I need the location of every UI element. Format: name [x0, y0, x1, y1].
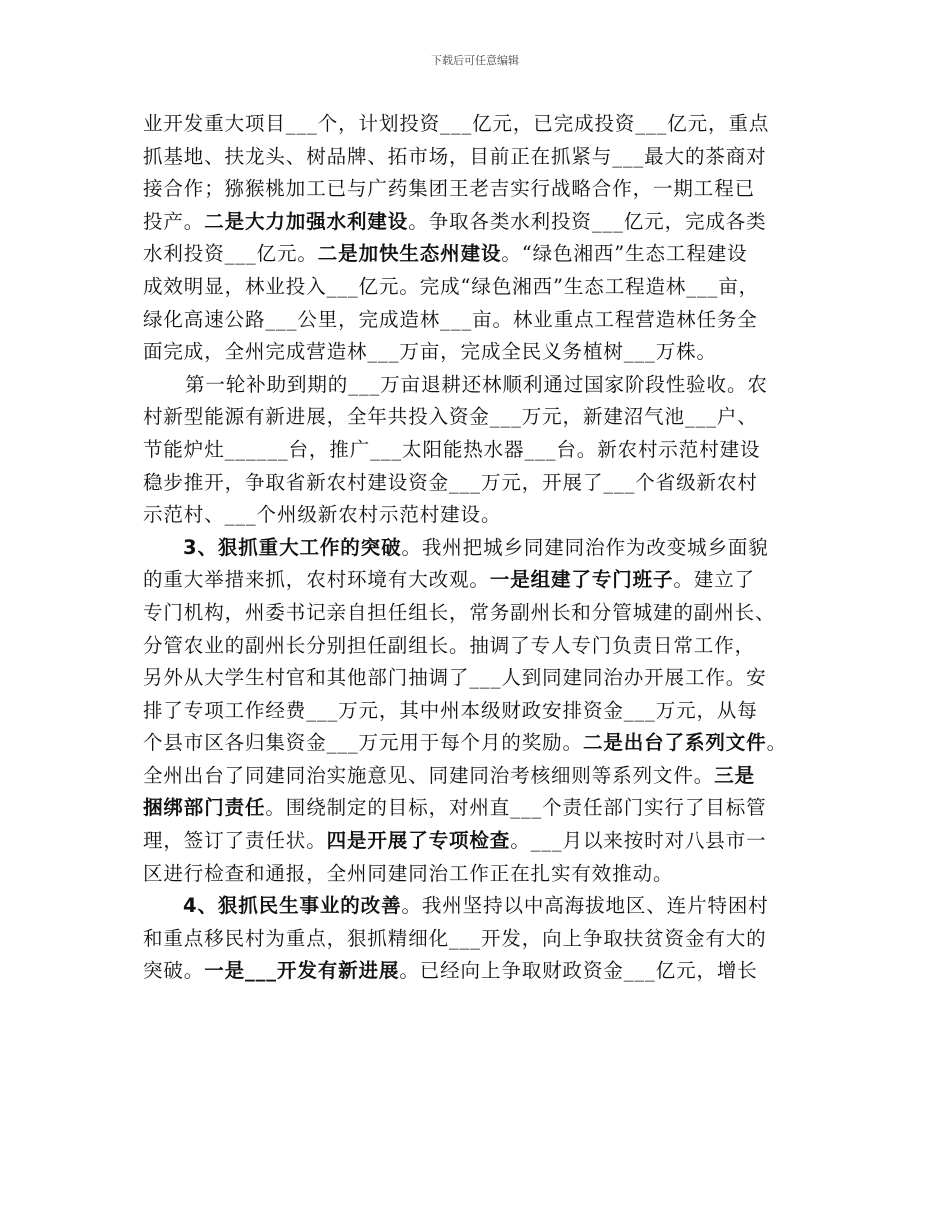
paragraph-text: 个县市区各归集资金___万元用于每个月的奖励。	[143, 731, 583, 755]
paragraph-text: 。“绿色湘西”生态工程建设	[501, 242, 748, 266]
bold-heading-text: 三是	[714, 763, 756, 787]
bold-heading-text: 二是大力加强水利建设	[204, 209, 409, 233]
text-line	[143, 825, 813, 858]
bold-heading-text: 二是出台了系列文件	[582, 731, 767, 755]
paragraph-text: 水利投资___亿元。	[143, 242, 318, 266]
paragraph-text: 的重大举措来抓，农村环境有大改观。	[143, 568, 490, 592]
paragraph-text: 第一轮补助到期的___万亩退耕还林顺利通过国家阶段性验收。农	[185, 372, 768, 396]
paragraph-text: 。	[766, 731, 787, 755]
paragraph-text: 。我州把城乡同建同治作为改变城乡面貌	[401, 535, 769, 559]
text-line	[143, 890, 813, 923]
text-line	[143, 304, 813, 337]
text-line	[143, 401, 813, 434]
text-line	[143, 173, 813, 206]
paragraph-text: 。围绕制定的目标，对州直___个责任部门实行了目标管	[265, 796, 767, 820]
text-line	[143, 206, 813, 239]
text-line	[143, 662, 813, 695]
text-line	[143, 434, 813, 467]
text-line	[143, 141, 813, 174]
text-line	[143, 760, 813, 793]
bold-heading-text: 二是加快生态州建设	[317, 242, 502, 266]
text-line	[143, 238, 813, 271]
text-line	[143, 336, 813, 369]
paragraph-text: 成效明显，林业投入___亿元。完成“绿色湘西”生态工程造林___亩，	[143, 274, 760, 298]
paragraph-text: 投产。	[143, 209, 205, 233]
bold-heading-text: 四是开展了专项检查	[326, 829, 511, 853]
text-line	[143, 564, 813, 597]
paragraph-text: 。建立了	[673, 568, 756, 592]
bold-heading-text: 3、狠抓重大工作的突破	[183, 535, 402, 559]
text-line	[143, 597, 813, 630]
text-line	[143, 923, 813, 956]
text-line	[143, 532, 813, 565]
paragraph-text: 排了专项工作经费___万元，其中州本级财政安排资金___万元，从每	[143, 698, 758, 722]
paragraph-text: 接合作；猕猴桃加工已与广药集团王老吉实行战略合作，一期工程已	[143, 177, 756, 201]
paragraph-text: 和重点移民村为重点，狠抓精细化___开发，向上争取扶贫资金有大的	[143, 926, 767, 950]
bold-heading-text: 一是___开发有新进展	[204, 959, 400, 983]
paragraph-text: 村新型能源有新进展，全年共投入资金___万元，新建沼气池___户、	[143, 405, 758, 429]
paragraph-text: 业开发重大项目___个，计划投资___亿元，已完成投资___亿元，重点	[143, 112, 770, 135]
paragraph-text: 突破。	[143, 959, 205, 983]
paragraph-text: 。已经向上争取财政资金___亿元，增长	[399, 959, 758, 983]
text-line	[143, 108, 813, 141]
paragraph-text: 理，签订了责任状。	[143, 829, 327, 853]
paragraph-text: 区进行检查和通报，全州同建同治工作正在扎实有效推动。	[143, 861, 674, 885]
paragraph-text: 。争取各类水利投资___亿元，完成各类	[408, 209, 767, 233]
text-line	[143, 727, 813, 760]
paragraph-text: 稳步推开，争取省新农村建设资金___万元，开展了___个省级新农村	[143, 470, 758, 494]
bold-heading-text: 捆绑部门责任	[143, 796, 266, 820]
paragraph-text: 全州出台了同建同治实施意见、同建同治考核细则等系列文件。	[143, 763, 715, 787]
paragraph-text: 。___月以来按时对八县市一	[510, 829, 767, 853]
paragraph-text: 专门机构，州委书记亲自担任组长，常务副州长和分管城建的副州长、	[143, 600, 776, 624]
paragraph-text: 抓基地、扶龙头、树品牌、拓市场，目前正在抓紧与___最大的茶商对	[143, 144, 767, 168]
bold-heading-text: 一是组建了专门班子	[489, 568, 674, 592]
text-line	[143, 271, 813, 304]
bold-heading-text: 4、狠抓民生事业的改善	[183, 894, 402, 918]
paragraph-text: 绿化高速公路___公里，完成造林___亩。林业重点工程营造林任务全	[143, 307, 758, 331]
paragraph-text: 示范村、___个州级新农村示范村建设。	[143, 503, 502, 527]
text-line	[143, 630, 813, 663]
text-line	[143, 695, 813, 728]
text-line	[143, 792, 813, 825]
text-line	[143, 955, 813, 988]
text-line	[143, 858, 813, 891]
text-line	[143, 369, 813, 402]
page-header: 下载后可任意编辑	[431, 54, 519, 67]
paragraph-text: 节能炉灶______台，推广___太阳能热水器___台。新农村示范村建设	[143, 437, 761, 461]
paragraph-text: 。我州坚持以中高海拔地区、连片特困村	[401, 894, 769, 918]
paragraph-text: 面完成，全州完成营造林___万亩，完成全民义务植树___万株。	[143, 340, 717, 364]
body-text	[143, 108, 813, 988]
text-line	[143, 499, 813, 532]
text-line	[143, 467, 813, 500]
paragraph-text: 分管农业的副州长分别担任副组长。抽调了专人专门负责日常工作，	[143, 633, 756, 657]
paragraph-text: 另外从大学生村官和其他部门抽调了___人到同建同治办开展工作。安	[143, 666, 767, 690]
